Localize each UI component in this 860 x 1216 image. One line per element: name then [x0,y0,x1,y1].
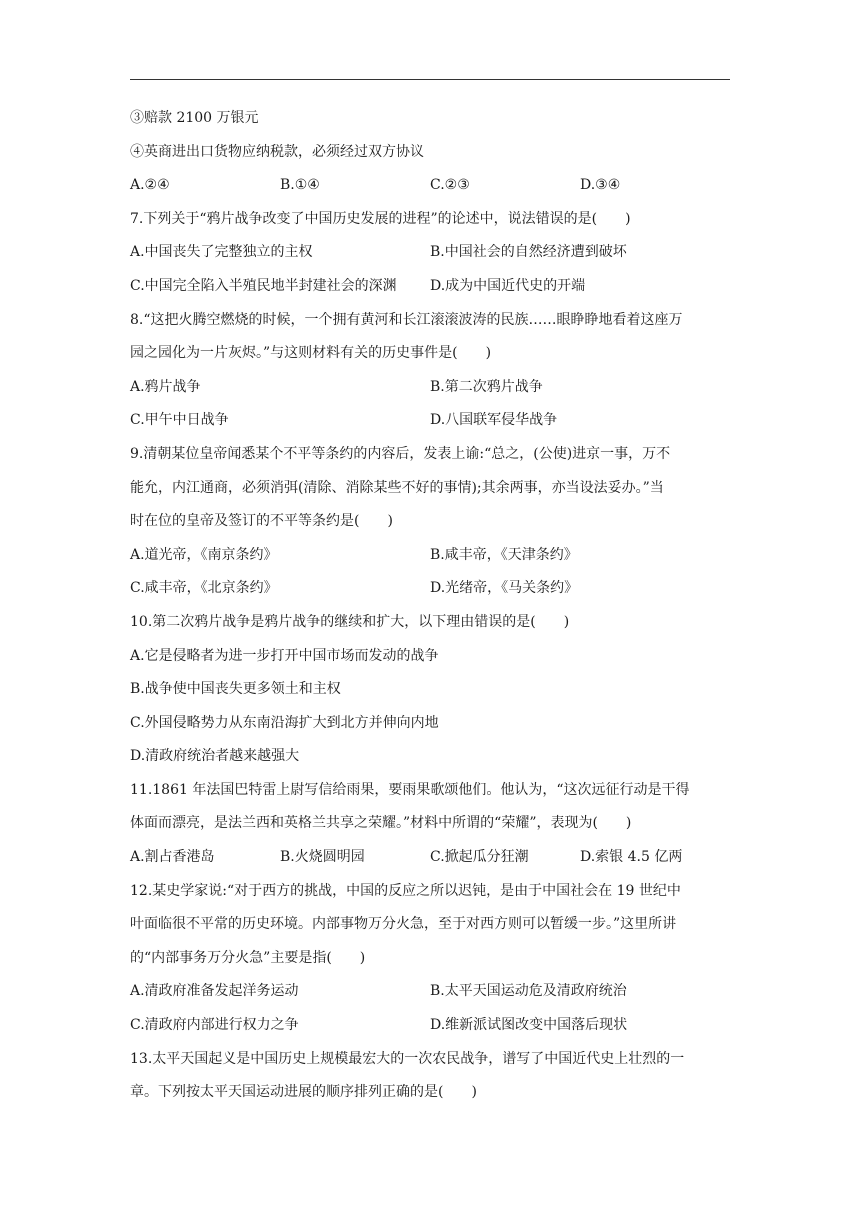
header-rule [130,79,730,80]
q8-option-d: D.八国联军侵华战争 [430,412,558,429]
q8-options-cd [130,408,734,432]
q6-item-3: ③赔款 2100 万银元 [130,110,259,126]
q6-option-b: B.①④ [280,177,320,194]
q6-option-c: C.②③ [430,177,470,194]
q9-option-b: B.咸丰帝，《天津条约》 [430,546,578,563]
q9-option-c: C.咸丰帝，《北京条约》 [130,580,278,597]
q9-options-cd [130,576,734,600]
q7-option-d: D.成为中国近代史的开端 [430,277,586,294]
q12-option-b: B.太平天国运动危及清政府统治 [430,983,627,1000]
q8-stem-1: 8.“这把火腾空燃烧的时候，一个拥有黄河和长江滚滚波涛的民族……眼睁睁地看着这座万 [130,311,683,328]
q11-option-c: C.掀起瓜分狂潮 [430,849,529,866]
q9-options-ab [130,543,734,567]
q11-option-b: B.火烧圆明园 [280,849,365,866]
q8-stem-2: 园之园化为一片灰烬。”与这则材料有关的历史事件是( ) [130,345,492,362]
q12-option-d: D.维新派试图改变中国落后现状 [430,1017,628,1034]
q6-item-4: ④英商进出口货物应纳税款，必须经过双方协议 [130,143,424,160]
q12-options-cd [130,1013,734,1037]
q6-options [130,173,734,197]
q7-option-c: C.中国完全陷入半殖民地半封建社会的深渊 [130,277,397,294]
q8-option-a: A.鸦片战争 [130,378,201,395]
q9-stem-1: 9.清朝某位皇帝闻悉某个不平等条约的内容后，发表上谕:“总之，(公使)进京一事，万不 [130,445,671,462]
q7-stem: 7.下列关于“鸦片战争改变了中国历史发展的进程”的论述中，说法错误的是( ) [130,210,631,227]
q9-stem-2: 能允，内江通商，必须消弭(清除、消除某些不好的事情);其余两事，亦当设法妥办。”当 [130,479,664,496]
q11-stem-1: 11.1861 年法国巴特雷上尉写信给雨果，要雨果歌颂他们。他认为，“这次远征行动是干得 [130,781,690,798]
q9-stem-3: 时在位的皇帝及签订的不平等条约是( ) [130,513,393,530]
q7-options-ab [130,240,734,264]
q6-option-a: A.②④ [130,177,170,194]
q9-option-a: A.道光帝，《南京条约》 [130,546,278,563]
q7-option-b: B.中国社会的自然经济遭到破坏 [430,244,627,261]
q12-options-ab [130,979,734,1003]
q8-option-c: C.甲午中日战争 [130,412,229,429]
q11-option-d: D.索银 4.5 亿两 [580,849,683,866]
q10-option-a: A.它是侵略者为进一步打开中国市场而发动的战争 [130,647,439,664]
q12-stem-2: 叶面临很不平常的历史环境。内部事物万分火急，至于对西方则可以暂缓一步。”这里所讲 [130,916,677,933]
q7-options-cd [130,274,734,298]
exam-page [130,106,734,1114]
q9-option-d: D.光绪帝，《马关条约》 [430,580,579,597]
q12-option-a: A.清政府准备发起洋务运动 [130,983,299,1000]
q11-option-a: A.割占香港岛 [130,849,215,866]
q8-options-ab [130,375,734,399]
q10-stem: 10.第二次鸦片战争是鸦片战争的继续和扩大，以下理由错误的是( ) [130,613,570,630]
q13-stem-1: 13.太平天国起义是中国历史上规模最宏大的一次农民战争，谱写了中国近代史上壮烈的一 [130,1050,685,1067]
q10-option-d: D.清政府统治者越来越强大 [130,748,300,765]
q11-options [130,845,734,869]
q10-option-b: B.战争使中国丧失更多领土和主权 [130,681,341,698]
q12-stem-1: 12.某史学家说:“对于西方的挑战，中国的反应之所以迟钝，是由于中国社会在 19 世纪中 [130,882,681,899]
q7-option-a: A.中国丧失了完整独立的主权 [130,244,313,261]
q6-option-d: D.③④ [580,177,621,194]
q8-option-b: B.第二次鸦片战争 [430,378,543,395]
q13-stem-2: 章。下列按太平天国运动进展的顺序排列正确的是( ) [130,1084,477,1101]
q11-stem-2: 体面而漂亮，是法兰西和英格兰共享之荣耀。”材料中所谓的“荣耀”，表现为( ) [130,815,632,832]
q12-option-c: C.清政府内部进行权力之争 [130,1017,299,1034]
q12-stem-3: 的“内部事务万分火急”主要是指( ) [130,949,366,966]
q10-option-c: C.外国侵略势力从东南沿海扩大到北方并伸向内地 [130,714,439,731]
